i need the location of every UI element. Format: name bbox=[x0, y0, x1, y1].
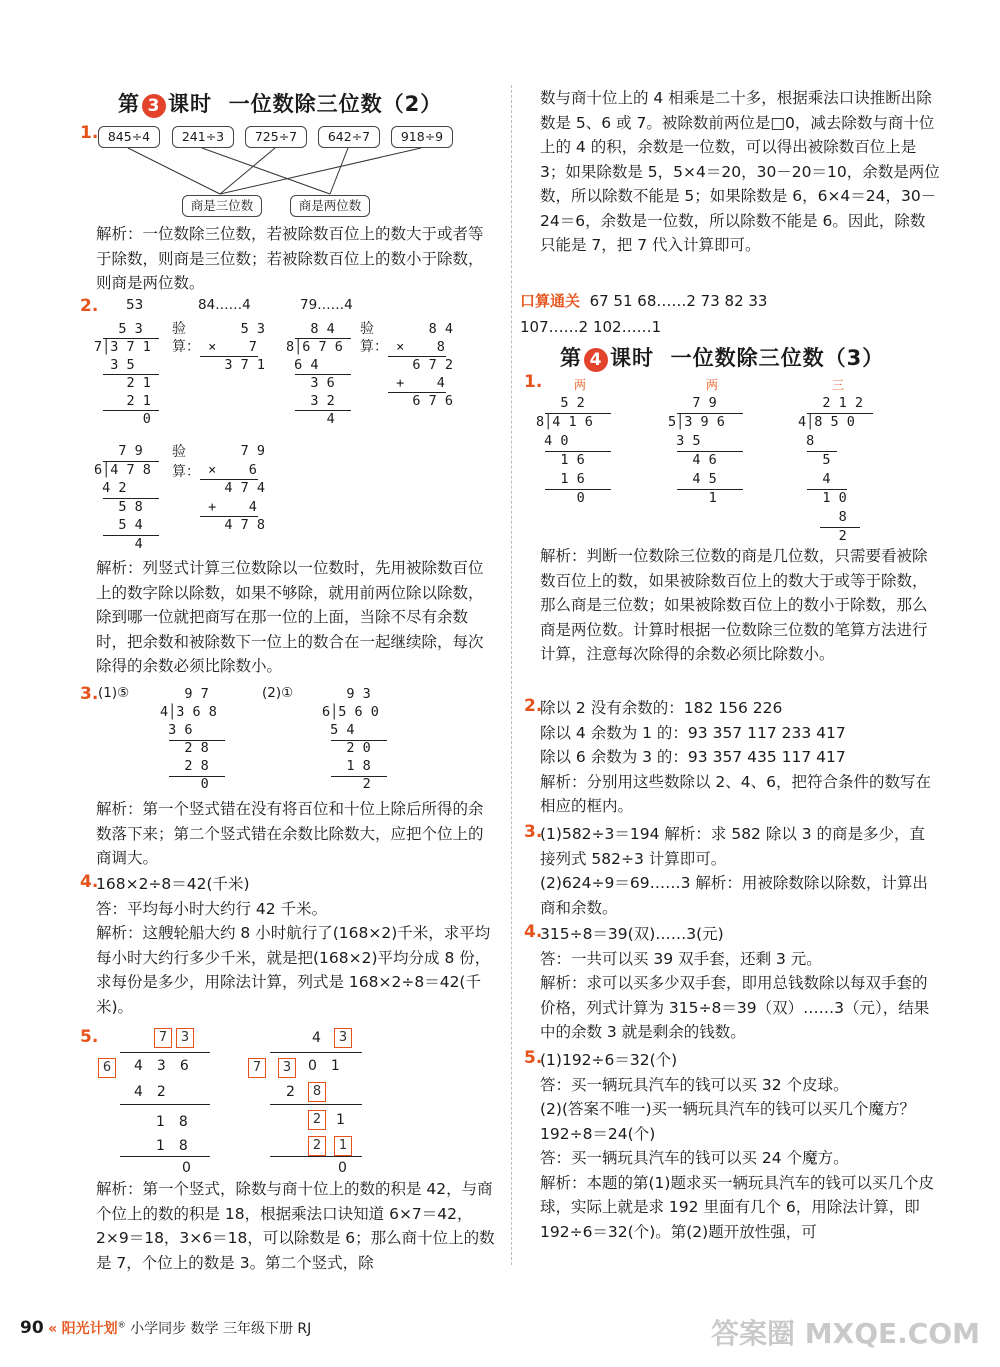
r3-part-2: (2)624÷9＝69……3 解析：用被除数除以除数，计算出商和余数。 bbox=[540, 874, 928, 917]
r2-analysis: 解析：分别用这些数除以 2、4、6，把符合条件的数写在相应的框内。 bbox=[540, 772, 932, 815]
q5-number: 5. bbox=[80, 1027, 99, 1047]
q1-analysis: 解析：一位数除三位数，若被除数百位上的数大于或者等于除数，则商是三位数；若被除数百位上的数小于除数，则商是两位数。 bbox=[96, 225, 484, 292]
r2-line-1: 除以 2 没有余数的：182 156 226 bbox=[540, 699, 783, 717]
r4-equation: 315÷8＝39(双)……3(元) bbox=[540, 925, 724, 943]
r4-analysis: 解析：求可以买多少双手套，即用总钱数除以每双手套的价格，列式计算为 315÷8＝39（双）……3（元），结果中的余数 3 就是剩余的钱数。 bbox=[540, 974, 930, 1041]
q1-box-4: 642÷7 bbox=[318, 126, 380, 148]
r5-line-5: 答：买一辆玩具汽车的钱可以买 24 个魔方。 bbox=[540, 1149, 849, 1167]
q1-box-1: 845÷4 bbox=[98, 126, 160, 148]
q2-analysis: 解析：列竖式计算三位数除以一位数时，先用被除数百位上的数字除以除数，如果不够除，就用前两位除以除数，除到哪一位就把商写在那一位的上面，当除不尽有余数时，把余数和被除数下一位上的数合在一起继续除，每次除得的余数必须比除数小。 bbox=[96, 559, 484, 675]
r1-division-2: 7 9 5│3 9 6 3 5 4 6 4 5 1 bbox=[668, 395, 725, 506]
oral-calc-label: 口算通关 bbox=[520, 292, 581, 310]
q3-division-2: 9 3 6│5 6 0 5 4 2 0 1 8 2 bbox=[322, 686, 379, 792]
q3-number: 3. bbox=[80, 684, 99, 704]
chevron-left-icon: « bbox=[48, 1321, 58, 1337]
column-divider bbox=[511, 85, 512, 1265]
q5-analysis-continued: 数与商十位上的 4 相乘是二十多，根据乘法口诀推断出除数是 5、6 或 7。被除数前两位是□0，减去除数与商十位上的 4 的积，余数是一位数，可以得出被除数百位上是 3；如果除数是 5，5×4＝20，30－20＝10，余数是两位数，所以除数不能是 5；如果除数是 6，6×4＝24，30－24＝6，余数是一位数，所以除数不能是 6。因此，除数只能是 7，把 7 代入计算即可。 bbox=[540, 89, 940, 254]
q2-division-1: 5 3 7│3 7 1 3 5 2 1 2 1 0 bbox=[94, 321, 151, 427]
r1-mark-3: 三 bbox=[832, 378, 845, 392]
q5-division-1: 7 3 6 436 42 18 18 0 bbox=[96, 1028, 226, 1173]
q2-answer-2: 84……4 bbox=[198, 297, 251, 313]
q1-box-3: 725÷7 bbox=[245, 126, 307, 148]
q4-answer: 答：平均每小时大约行 42 千米。 bbox=[96, 899, 328, 918]
q1-number: 1. bbox=[80, 123, 99, 143]
q4-analysis: 解析：这艘轮船大约 8 小时航行了(168×2)千米，求平均每小时大约行多少千米，就是把(168×2)平均分成 8 份，求每份是多少，用除法计算，列式是 168×2÷8＝42(千米)。 bbox=[96, 924, 491, 1016]
q2-answer-1: 53 bbox=[126, 297, 144, 313]
page-number: 90 bbox=[20, 1318, 44, 1338]
q2-division-2: 8 4 8│6 7 6 6 4 3 6 3 2 4 bbox=[286, 321, 343, 427]
q1-box-5: 918÷9 bbox=[391, 126, 453, 148]
r5-analysis: 解析：本题的第(1)题求买一辆玩具汽车的钱可以买几个皮球，实际上就是求 192 里面有几个 6，用除法计算，即 192÷6＝32(个)。第(2)题开放性强，可 bbox=[540, 1173, 934, 1241]
q3-part1-label: (1)⑤ bbox=[98, 685, 130, 701]
r5-line-4: 192÷8＝24(个) bbox=[540, 1124, 656, 1143]
q4-equation: 168×2÷8＝42(千米) bbox=[96, 875, 250, 893]
r4-answer: 答：一共可以买 39 双手套，还剩 3 元。 bbox=[540, 949, 822, 968]
r1-analysis: 解析：判断一位数除三位数的商是几位数，只需要看被除数百位上的数，如果被除数百位上的数大于或等于除数，那么商是三位数；如果被除数百位上的数小于除数，那么商是两位数。计算时根据一位数除三位数的笔算方法进行计算，注意每次除得的余数必须比除数小。 bbox=[540, 547, 928, 663]
q1-connectors bbox=[90, 148, 470, 198]
q2-answer-3: 79……4 bbox=[300, 297, 353, 313]
q2-check-2: 8 4 × 8 6 7 2 + 4 6 7 6 bbox=[396, 321, 454, 409]
r1-division-1: 5 2 8│4 1 6 4 0 1 6 1 6 0 bbox=[536, 395, 593, 506]
lesson3-title: 第 3 课时 一位数除三位数（2） bbox=[118, 92, 443, 116]
r5-line-1: (1)192÷6＝32(个) bbox=[540, 1051, 678, 1069]
lesson4-title: 第 4 课时 一位数除三位数（3） bbox=[560, 346, 885, 370]
r1-mark-2: 两 bbox=[706, 378, 719, 392]
q1-box-2: 241÷3 bbox=[172, 126, 234, 148]
book-info: 小学同步 数学 三年级下册 RJ bbox=[130, 1321, 312, 1337]
q2-calc-label-2: 算： bbox=[360, 339, 388, 355]
r2-number: 2. bbox=[524, 696, 543, 716]
q3-analysis: 解析：第一个竖式错在没有将百位和十位上除后所得的余数落下来；第二个竖式错在余数比除数大，应把个位上的商调大。 bbox=[96, 800, 484, 867]
r2-line-2: 除以 4 余数为 1 的：93 357 117 233 417 bbox=[540, 723, 846, 742]
oral-calc-line-1: 67 51 68……2 73 82 33 bbox=[589, 292, 768, 310]
r1-mark-1: 两 bbox=[574, 378, 587, 392]
brand-name: 阳光计划 bbox=[61, 1321, 118, 1337]
r1-number: 1. bbox=[524, 372, 543, 392]
q2-number: 2. bbox=[80, 296, 99, 316]
oral-calc-line-2: 107……2 102……1 bbox=[520, 318, 662, 336]
r5-line-2: 答：买一辆玩具汽车的钱可以买 32 个皮球。 bbox=[540, 1075, 849, 1094]
q2-division-3: 7 9 6│4 7 8 4 2 5 8 5 4 4 bbox=[94, 443, 151, 552]
r4-number: 4. bbox=[524, 922, 543, 942]
q2-calc-label-3: 算： bbox=[172, 464, 200, 480]
r5-number: 5. bbox=[524, 1048, 543, 1068]
q2-check-label-3: 验 bbox=[172, 444, 186, 460]
r1-division-3: 2 1 2 4│8 5 0 8 5 4 1 0 8 2 bbox=[798, 395, 864, 544]
q5-analysis: 解析：第一个竖式，除数与商十位上的数的积是 42，与商个位上的数的积是 18，根据乘法口诀知道 6×7＝42，2×9＝18，3×6＝18，可以除数是 6；那么商十位上的数是 7，个位上的数是 3。第二个竖式，除 bbox=[96, 1180, 495, 1272]
r3-part-1: (1)582÷3＝194 解析：求 582 除以 3 的商是多少，直接列式 582÷3 计算即可。 bbox=[540, 825, 926, 868]
page-footer: 90 « 阳光计划® 小学同步 数学 三年级下册 RJ bbox=[20, 1318, 312, 1338]
q2-check-3: 7 9 × 6 4 7 4 + 4 4 7 8 bbox=[208, 443, 266, 533]
q2-check-label-1: 验 bbox=[172, 321, 186, 337]
q3-part2-label: (2)① bbox=[262, 685, 294, 701]
watermark: 答案圈 MXQE.COM bbox=[711, 1317, 980, 1350]
q5-division-2: 4 3 7 3 01 2 8 2 1 2 1 0 bbox=[246, 1028, 376, 1173]
q1-category-two-digit: 商是两位数 bbox=[290, 195, 370, 217]
q2-check-1: 5 3 × 7 3 7 1 bbox=[208, 321, 266, 373]
q3-division-1: 9 7 4│3 6 8 3 6 2 8 2 8 0 bbox=[160, 686, 217, 792]
q1-category-three-digit: 商是三位数 bbox=[182, 195, 262, 217]
q2-calc-label-1: 算： bbox=[172, 339, 200, 355]
r5-line-3: (2)(答案不唯一)买一辆玩具汽车的钱可以买几个魔方？ bbox=[540, 1100, 916, 1118]
r2-line-3: 除以 6 余数为 3 的：93 357 435 117 417 bbox=[540, 748, 846, 766]
q4-number: 4. bbox=[80, 872, 99, 892]
q2-check-label-2: 验 bbox=[360, 321, 374, 337]
r3-number: 3. bbox=[524, 822, 543, 842]
